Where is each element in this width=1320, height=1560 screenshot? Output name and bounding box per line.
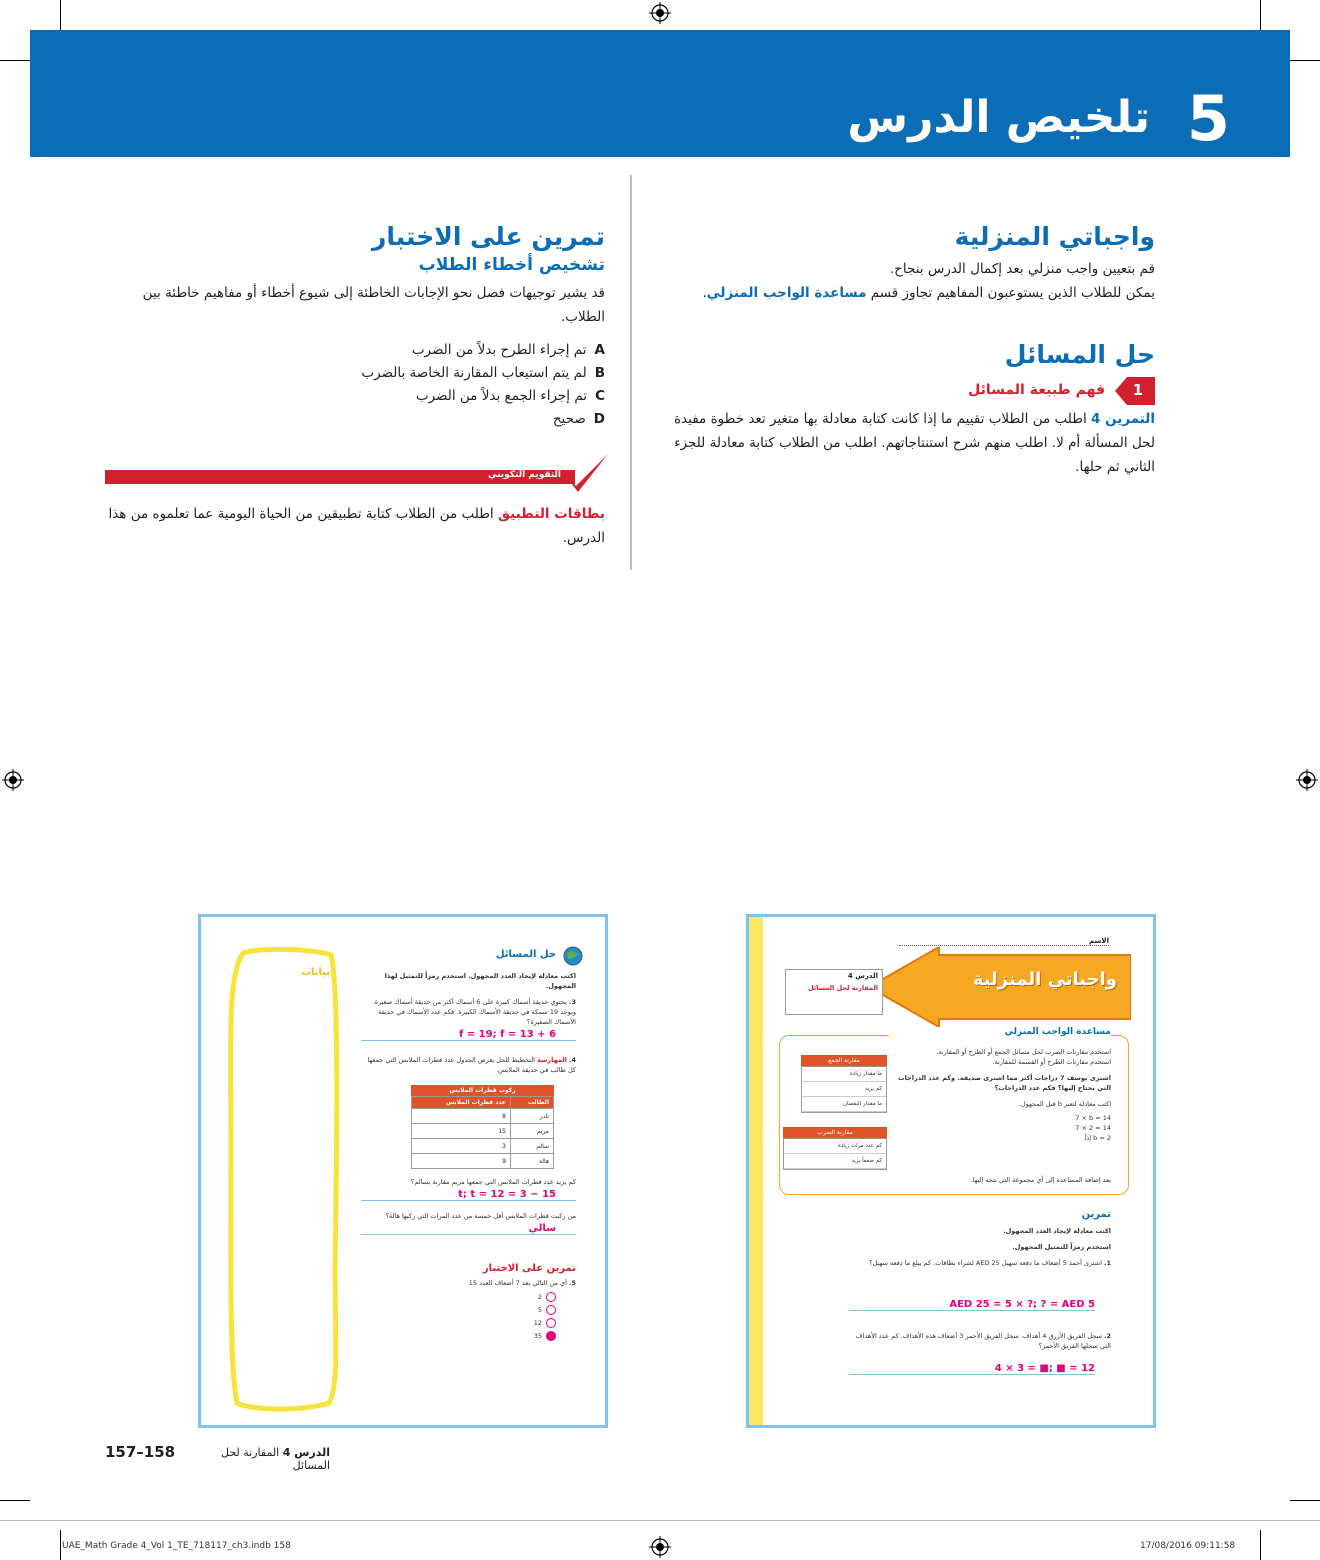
slug-filename: UAE_Math Grade 4_Vol 1_TE_718117_ch3.indb 158 <box>62 1541 291 1551</box>
footer-lesson <box>185 1446 330 1472</box>
help-eq3: b = 2 إذاً <box>1084 1134 1111 1142</box>
formative-text <box>95 502 605 550</box>
problem-solving-text <box>660 407 1155 479</box>
registration-mark-icon <box>649 1536 671 1558</box>
crop-mark <box>1260 1530 1261 1560</box>
p1-answer: AED 25 = 5 × ?; ? = AED 5 <box>849 1299 1095 1311</box>
q5-option-value: 2 <box>537 1293 542 1301</box>
option-circle-icon <box>546 1305 556 1315</box>
q5-option-value: 5 <box>537 1306 542 1314</box>
homework-line2 <box>660 281 1155 305</box>
option-a <box>95 339 605 362</box>
exercise-text: اطلب من الطلاب تقييم ما إذا كانت كتابة معادلة بها متغير تعد خطوة مفيدة لحل المسألة أم لا. اطلب منهم شرح استنتاجاتهم. اطلب من الطلاب كتابة معادلة للجزء الثاني ثم حلها. <box>673 411 1155 475</box>
highlight-outline <box>223 945 341 1415</box>
help-eq-intro: اكتب معادلة لتعبر b قبل المجهول. <box>1018 1100 1111 1108</box>
comparison-row: ما مقدار زيادة <box>802 1067 886 1082</box>
option-text: تم إجراء الطرح بدلاً من الضرب <box>411 342 587 358</box>
help-end: بعد إضافة المساعدة إلى أي مجموعة التي تتجه إليها. <box>970 1176 1111 1184</box>
exercise-label: التمرين 4 <box>1091 411 1155 427</box>
crop-mark <box>60 0 61 30</box>
left-thumb-instruction: اكتب معادلة لإيجاد العدد المجهول. استخدم رمزاً للتمثيل لهذا المجهول. <box>384 972 576 990</box>
practice-section <box>849 1209 1111 1268</box>
table-cell: هالة <box>510 1154 553 1169</box>
option-text: تم إجراء الجمع بدلاً من الضرب <box>415 388 588 404</box>
table-row <box>412 1139 554 1154</box>
p1-number: 1. <box>1103 1259 1111 1267</box>
p1 <box>849 1258 1111 1268</box>
option-circle-icon <box>546 1331 556 1341</box>
footer-lesson-label: الدرس 4 <box>282 1446 330 1459</box>
student-page-thumbnail-left <box>198 914 608 1428</box>
table-row <box>412 1124 554 1139</box>
table-cell: 3 <box>412 1139 511 1154</box>
q5-option <box>361 1292 576 1302</box>
q3 <box>361 997 576 1027</box>
homework-line2-end: . <box>702 285 707 301</box>
table-cell: سالم <box>510 1139 553 1154</box>
help-eq1: 7 × b = 14 <box>1075 1114 1111 1122</box>
homework-line1: قم بتعيين واجب منزلي بعد إكمال الدرس بنجاح. <box>889 261 1155 277</box>
student-page-thumbnail-right <box>746 914 1156 1428</box>
test-practice-subtitle: تشخيص أخطاء الطلاب <box>418 255 605 275</box>
q4c-answer: سالي <box>361 1223 576 1235</box>
left-thumb-title: حل المسائل <box>495 949 556 960</box>
registration-mark-icon <box>1296 769 1318 791</box>
p2-text: سجل الفريق الأزرق 4 أهداف. سجل الفريق الأحمر 3 أضعاف هذه الأهداف. كم عدد الأهداف التي سجلها الفريق الأحمر؟ <box>855 1332 1111 1350</box>
help-line2: استخدم مقارنات الطرح أو القسمة للمقارنة. <box>992 1058 1111 1066</box>
side-label: بيانات <box>301 967 331 978</box>
registration-mark-icon <box>649 2 671 24</box>
table-cell: 8 <box>412 1109 511 1124</box>
crop-mark <box>0 1500 30 1501</box>
practice-title: تمرين <box>1081 1209 1111 1220</box>
homework-line2-main: يمكن للطلاب الذين يستوعبون المفاهيم تجاوز قسم <box>870 285 1155 301</box>
box1-title: مقارنة الجمع <box>801 1055 887 1066</box>
registration-mark-icon <box>2 769 24 791</box>
crop-mark <box>60 1530 61 1560</box>
comparison-box-mult <box>783 1127 887 1170</box>
table-header-cell: الطالب <box>510 1097 553 1109</box>
comparison-row: كم عدد مرات زيادة <box>784 1139 886 1154</box>
table-body <box>412 1109 554 1169</box>
option-letter: D <box>593 411 605 427</box>
q5-number: 5. <box>568 1279 576 1287</box>
homework-section <box>660 222 1155 305</box>
yellow-edge <box>749 917 763 1425</box>
table-cell: نادر <box>510 1109 553 1124</box>
left-thumb-content <box>361 945 576 1341</box>
crop-mark <box>1290 60 1320 61</box>
option-letter: B <box>594 365 605 381</box>
checkmark-icon <box>562 452 610 494</box>
problem-badge-number: 1 <box>1132 381 1143 399</box>
stickers-table-wrap <box>411 1085 554 1169</box>
lesson-label: الدرس 4 <box>847 972 878 980</box>
q3-number: 3. <box>568 998 576 1006</box>
header-number: 5 <box>1186 82 1230 155</box>
help-bold: اشترى يوسف 7 دراجات أكثر مما اشترى صديقه. وكم عدد الدراجات التي يحتاج إليها؟ فكم عدد الدراجات؟ <box>898 1074 1111 1092</box>
p2-number: 2. <box>1103 1332 1111 1340</box>
crop-mark <box>0 60 30 61</box>
comparison-row: كم ضعفاً يزيد <box>784 1154 886 1169</box>
formative-bar <box>105 470 575 484</box>
problem-solving-section <box>660 340 1155 479</box>
box2-rows <box>783 1138 887 1170</box>
q5-option <box>361 1318 576 1328</box>
name-line: الاسم <box>899 937 1109 946</box>
q4c-text: من ركبت قطرات الملابس أقل خمسة من عدد المرات التي ركبها هالة؟ <box>385 1212 576 1220</box>
slug-timestamp: 17/08/2016 09:11:58 <box>1140 1541 1236 1551</box>
comparison-row: كم يزيد <box>802 1082 886 1097</box>
table-row <box>412 1109 554 1124</box>
q4-text: التخطيط للحل يعرض الجدول عدد قطرات الملابس التي جمعها كل طالب في حديقة الملابس. <box>367 1056 576 1074</box>
help-eq2: 7 × 2 = 14 <box>1075 1124 1111 1132</box>
slug-line <box>0 1520 1320 1521</box>
help-content <box>897 1047 1111 1143</box>
page-numbers: 157–158 <box>105 1443 176 1461</box>
problem-solving-title: حل المسائل <box>1004 340 1155 369</box>
footer-lesson-title: المقارنة لحل المسائل <box>221 1446 330 1472</box>
q3-answer: 6 + f = 19; f = 13 <box>361 1029 576 1041</box>
option-c <box>95 385 605 408</box>
option-text: لم يتم استيعاب المقارنة الخاصة بالضرب <box>361 365 587 381</box>
table-cell: مريم <box>510 1124 553 1139</box>
homework-help-link: مساعدة الواجب المنزلي <box>706 285 867 301</box>
left-thumb-header <box>361 945 576 967</box>
homework-title: واجباتي المنزلية <box>954 222 1155 251</box>
option-letter: C <box>595 388 605 404</box>
table-row <box>412 1154 554 1169</box>
p2-answer: 4 × 3 = ■; ■ = 12 <box>849 1363 1095 1375</box>
option-text: صحيح <box>552 411 586 427</box>
q4-number: 4. <box>568 1056 576 1064</box>
q5 <box>361 1278 576 1288</box>
option-circle-icon <box>546 1318 556 1328</box>
stickers-table-title: ركوب قطرات الملابس <box>411 1085 554 1096</box>
q4-tag: المهارسة <box>537 1056 567 1064</box>
q5-text: أي من التالي يعد 7 أضعاف العدد 15 <box>468 1279 567 1287</box>
table-header-cell: عدد قطرات الملابس <box>412 1097 511 1109</box>
test-practice-title: تمرين على الاختبار <box>372 222 605 251</box>
homework-text <box>660 257 1155 305</box>
comparison-box-add <box>801 1055 887 1113</box>
q5-option-value: 35 <box>533 1332 542 1340</box>
option-b <box>95 362 605 385</box>
q5-options <box>361 1292 576 1341</box>
left-thumb-test-title: تمرين على الاختبار <box>482 1263 576 1274</box>
q5-option <box>361 1305 576 1315</box>
formative-bar-label: التقويم التكويني <box>487 470 561 480</box>
help-line1: استخدم مقارنات الضرب لحل مسائل الجمع أو الطرح أو المقارنة. <box>936 1048 1111 1056</box>
formative-body: اطلب من الطلاب كتابة تطبيقين من الحياة اليومية عما تعلموه من هذا الدرس. <box>108 506 605 546</box>
box1-rows <box>801 1066 887 1113</box>
table-cell: 15 <box>412 1124 511 1139</box>
formative-label: بطاقات التطبيق <box>497 506 605 522</box>
banner-title: واجباتي المنزلية <box>972 969 1117 990</box>
practice-intro2: استخدم رمزاً للتمثيل المجهول. <box>1012 1243 1111 1251</box>
option-letter: A <box>594 342 605 358</box>
crop-mark <box>1290 1500 1320 1501</box>
test-practice-section <box>95 222 605 431</box>
box2-title: مقارنة الضرب <box>783 1127 887 1138</box>
q5-option-value: 12 <box>533 1319 542 1327</box>
option-circle-icon <box>546 1292 556 1302</box>
header-title: تلخيص الدرس <box>847 92 1150 143</box>
lesson-title: المقارنة لحل المسائل <box>807 984 878 992</box>
test-practice-intro: قد يشير توجيهات فصل نحو الإجابات الخاطئة إلى شيوع أخطاء أو مفاهيم خاطئة بين الطلاب. <box>142 285 605 325</box>
table-header-row <box>412 1097 554 1109</box>
comparison-row: ما مقدار النقصان <box>802 1097 886 1112</box>
distractor-options <box>95 339 605 431</box>
practice-intro: اكتب معادلة لإيجاد العدد المجهول. <box>1003 1227 1111 1235</box>
q4 <box>361 1055 576 1075</box>
problem-solving-subheader <box>660 377 1155 405</box>
p2 <box>849 1331 1111 1351</box>
option-d <box>95 408 605 431</box>
problem-solving-subtitle: فهم طبيعة المسائل <box>968 382 1105 398</box>
table-cell: 9 <box>412 1154 511 1169</box>
q4b-answer: 15 − 3 = t; t = 12 <box>361 1189 576 1201</box>
crop-mark <box>1260 0 1261 30</box>
globe-icon <box>562 945 584 967</box>
chapter-header <box>30 30 1290 157</box>
q5-option <box>361 1331 576 1341</box>
column-divider <box>630 175 632 570</box>
p1-text: اشترى أحمد 5 أضعاف ما دفعه سهيل AED 25 لشراء بطاقات. كم يبلغ ما دفعه سهيل؟ <box>869 1259 1102 1267</box>
q4b-text: كم يزيد عدد قطرات الملابس التي جمعها مريم مقارنة بسالم؟ <box>410 1178 576 1186</box>
help-title: مساعدة الواجب المنزلي <box>889 1027 1111 1037</box>
q3-text: يحتوي حديقة أسماك كبيرة على 6 أسماك أكثر من حديقة أسماك صغيرة. ويوجد 19 سمكة في حديقة الأسماك الكبيرة. فكم عدد الأسماك في حديقة الأسماك الصغيرة؟ <box>372 998 576 1026</box>
stickers-table <box>411 1096 554 1169</box>
lesson-box <box>785 969 883 1015</box>
